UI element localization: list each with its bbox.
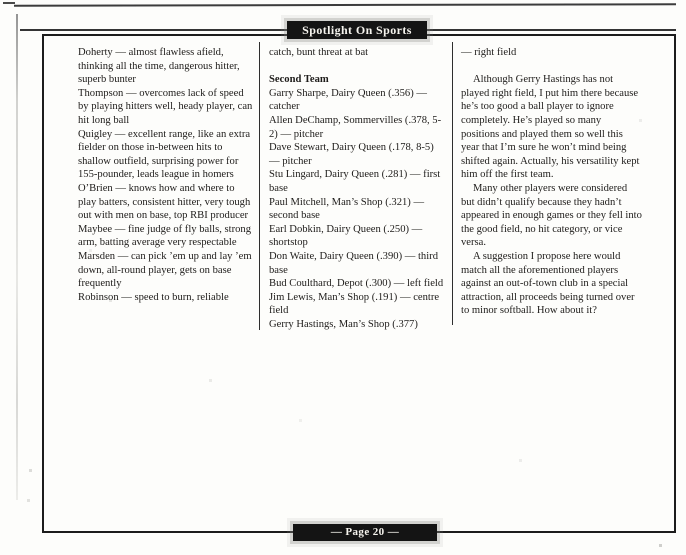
roster-entry: Don Waite, Dairy Queen (.390) — third base [269, 250, 438, 276]
scan-page-left-edge [16, 14, 18, 500]
roster-entry: Dave Stewart, Dairy Queen (.178, 8-5) — pitcher [269, 142, 434, 167]
column-first-team-notes [78, 46, 254, 304]
continuation-text: — right field [461, 47, 517, 58]
roster-entry: Stu Lingard, Dairy Queen (.281) — first base [269, 169, 441, 194]
column-rule-1 [259, 42, 260, 330]
column-second-team [269, 46, 446, 331]
scan-corner-mark [3, 2, 15, 4]
section-banner [287, 21, 427, 39]
player-note: Marsden — can pick ’em up and lay ’em down, all-round player, gets on base frequently [78, 250, 252, 290]
page-number-label: — Page 20 — [330, 526, 400, 538]
section-banner-label: Spotlight On Sports [302, 23, 412, 37]
commentary-paragraph: Many other players were considered but didn’t qualify because they hadn’t appeared in enough games or they fell into the good field, no hit category, or vice versa. [461, 182, 642, 249]
continuation-text: catch, bunt threat at bat [269, 47, 369, 58]
commentary-paragraph: A suggestion I propose here would match all the aforementioned players against an out-of-town club in a special attraction, all proceeds being turned over to minor softball. How about it? [461, 250, 635, 317]
roster-entry: Jim Lewis, Man’s Shop (.191) — centre field [269, 291, 440, 317]
player-note: Robinson — speed to burn, reliable [78, 291, 229, 303]
player-note: Quigley — excellent range, like an extra fielder on those in-between hits to shallow outfield, surprising power for 155-pounder, leads league in homers [78, 128, 251, 181]
roster-entry: Bud Coulthard, Depot (.300) — left field [269, 278, 444, 290]
scan-noise [0, 0, 1, 1]
player-note: Doherty — almost flawless afield, thinking all the time, dangerous hitter, superb bunter [78, 47, 240, 86]
page-number-banner [293, 524, 437, 541]
roster-entry: Paul Mitchell, Man’s Shop (.321) — second base [269, 196, 425, 222]
scan-page-top-edge [14, 3, 676, 6]
player-note: O’Brien — knows how and where to play batters, consistent hitter, very tough out with men on base, top RBI producer [78, 182, 251, 222]
column-commentary [461, 46, 642, 318]
player-note: Maybee — fine judge of fly balls, strong arm, batting average very respectable [78, 223, 251, 249]
column-rule-2 [452, 42, 453, 325]
second-team-heading: Second Team [269, 74, 329, 86]
roster-entry: Allen DeChamp, Sommervilles (.378, 5-2) — pitcher [269, 114, 442, 140]
roster-entry: Garry Sharpe, Dairy Queen (.356) — catcher [269, 87, 427, 113]
player-note: Thompson — overcomes lack of speed by playing hitters well, heady player, can hit long ball [78, 87, 253, 126]
commentary-paragraph: Although Gerry Hastings has not played right field, I put him there because he’s too good a ball player to ignore completely. He’s played so many positions and played them so well this year that I’m sure he won’t mind being shifted again. Actually, his versatility kept him off the first team. [461, 74, 640, 181]
roster-entry: Earl Dobkin, Dairy Queen (.250) — shortstop [269, 223, 423, 249]
roster-entry: Gerry Hastings, Man’s Shop (.377) [269, 318, 418, 330]
